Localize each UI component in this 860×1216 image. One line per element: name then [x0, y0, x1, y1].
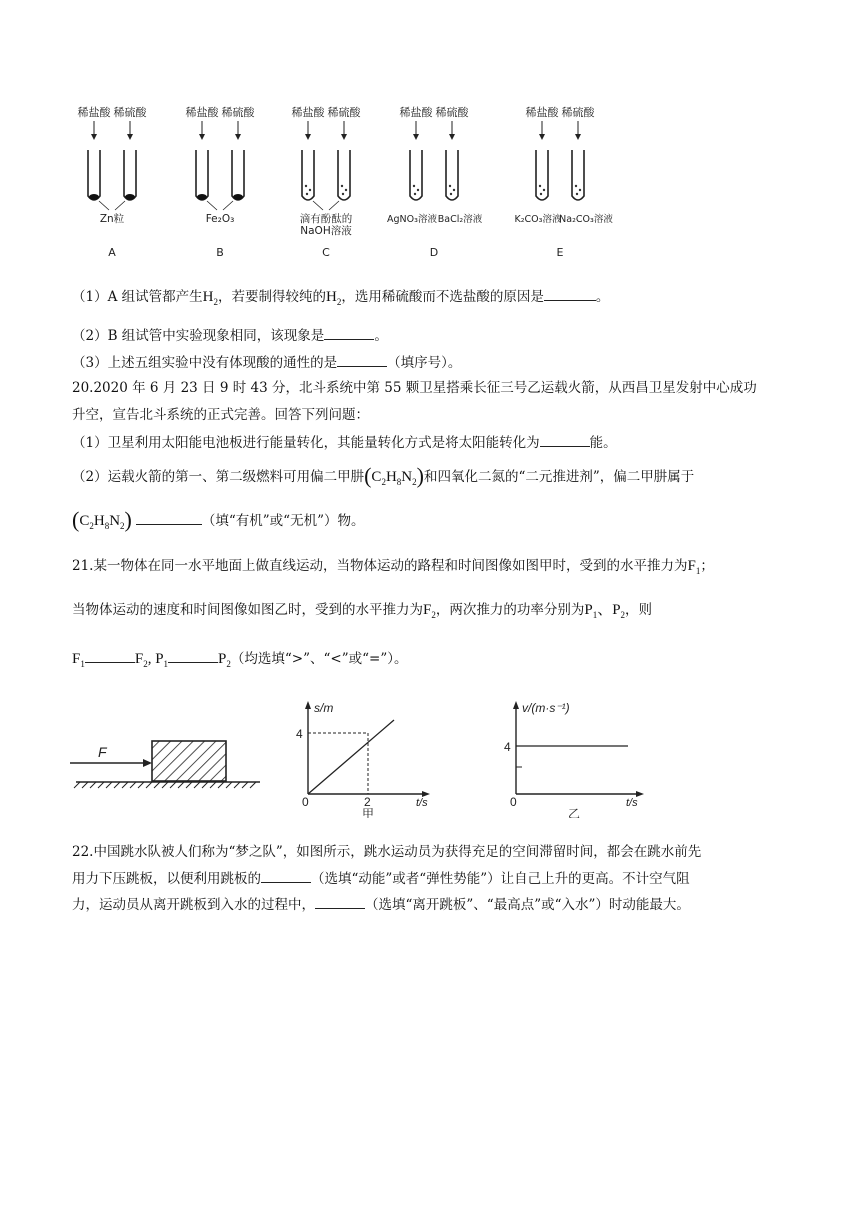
force-label: F	[98, 744, 107, 760]
x-axis-label: t/s	[626, 797, 638, 809]
acid-label-h2so4: 稀硫酸	[221, 106, 255, 119]
test-tube	[232, 150, 244, 200]
x-axis-label: t/s	[416, 797, 428, 809]
acid-label-hcl: 稀盐酸	[185, 106, 219, 119]
liquid-dot	[342, 193, 344, 195]
pointer-line	[115, 201, 125, 210]
answer-blank[interactable]	[540, 432, 590, 447]
q20-part1: （1）卫星利用太阳能电池板进行能量转化，其能量转化方式是将太阳能转化为 能。	[72, 432, 617, 453]
reagent-label: Zn粒	[99, 213, 125, 225]
test-tube	[338, 150, 350, 200]
test-tube-figure	[72, 104, 632, 264]
test-tube	[302, 150, 314, 200]
pointer-line	[207, 201, 217, 210]
liquid-dot	[306, 193, 308, 195]
y-axis-label: s/m	[314, 701, 334, 715]
liquid-dot	[417, 189, 419, 191]
liquid-dot	[539, 185, 541, 187]
answer-blank[interactable]	[315, 894, 365, 909]
answer-blank[interactable]	[85, 648, 135, 663]
q22-line3: 力，运动员从离开跳板到入水的过程中， （选填“离开跳板”、“最高点”或“入水”）时动能最大。	[72, 894, 690, 915]
graph-yi	[496, 698, 656, 818]
acid-label-hcl: 稀盐酸	[525, 106, 559, 119]
liquid-dot	[345, 189, 347, 191]
liquid-dot	[341, 185, 343, 187]
block	[152, 741, 226, 781]
pointer-line	[223, 201, 233, 210]
q20-part2-line1: （2）运载火箭的第一、第二级燃料可用偏二甲肼$(C_2H_8N_2)$和四氧化二氮的“二元推进剂”，偏二甲肼属于	[72, 463, 695, 488]
reagent-label: NaOH溶液	[300, 225, 352, 237]
group-letter: B	[216, 246, 224, 259]
reagent-label-left: AgNO₃溶液	[387, 214, 437, 225]
reagent-solid	[125, 194, 135, 200]
group-letter: A	[108, 246, 116, 259]
acid-label-hcl: 稀盐酸	[291, 106, 325, 119]
answer-blank[interactable]	[261, 868, 311, 883]
answer-blank[interactable]	[136, 510, 202, 525]
pointer-line	[99, 201, 109, 210]
reagent-solid	[197, 194, 207, 200]
liquid-dot	[449, 185, 451, 187]
liquid-dot	[309, 189, 311, 191]
graph-caption: 乙	[568, 807, 581, 818]
liquid-dot	[453, 189, 455, 191]
y-tick-label: 4	[296, 727, 303, 741]
y-tick-label: 4	[504, 740, 511, 754]
q19-part2: （2）B 组试管中实验现象相同，该现象是 。	[72, 325, 388, 346]
liquid-dot	[414, 193, 416, 195]
group-letter: E	[556, 246, 564, 259]
q19-part1: （1）A 组试管都产生$H_2$，若要制得较纯的$H_2$，选用稀硫酸而不选盐酸的原因是 。	[72, 286, 609, 312]
q20-stem-line1: 20.2020 年 6 月 23 日 9 时 43 分，北斗系统中第 55 颗卫星搭乘长征三号乙运载火箭，从西昌卫星发射中心成功	[72, 380, 757, 396]
graph-caption: 甲	[362, 807, 375, 818]
q22-line2: 用力下压跳板，以便利用跳板的 （选填“动能”或者“弹性势能”）让自己上升的更高。不计空气阻	[72, 868, 690, 889]
pointer-line	[313, 201, 323, 210]
test-tube	[124, 150, 136, 200]
reagent-label-left: K₂CO₃溶液	[514, 214, 562, 225]
pointer-line	[329, 201, 339, 210]
liquid-dot	[579, 189, 581, 191]
liquid-dot	[540, 193, 542, 195]
origin-label: 0	[510, 795, 517, 809]
reagent-label-right: BaCl₂溶液	[437, 214, 483, 225]
answer-blank[interactable]	[544, 286, 596, 301]
series-line	[308, 720, 394, 794]
test-tube	[410, 150, 422, 200]
liquid-dot	[450, 193, 452, 195]
q21-line3: $F_1$ $F_2$, $P_1$ $P_2$（均选填“>”、“<”或“=”）。	[72, 648, 407, 674]
answer-blank[interactable]	[168, 648, 218, 663]
q22-line1: 22.中国跳水队被人们称为“梦之队”，如图所示，跳水运动员为获得充足的空间滞留时间，都会在跳水前先	[72, 844, 702, 860]
acid-label-h2so4: 稀硫酸	[113, 106, 147, 119]
liquid-dot	[575, 185, 577, 187]
answer-blank[interactable]	[324, 325, 374, 340]
block-diagram	[68, 730, 268, 800]
q21-line2: 当物体运动的速度和时间图像如图乙时，受到的水平推力为$F_2$，两次推力的功率分别为$P_1$、$P_2$，则	[72, 602, 653, 620]
reagent-solid	[233, 194, 243, 200]
reagent-label-right: Na₂CO₃溶液	[559, 214, 613, 225]
graph-jia	[288, 698, 438, 818]
origin-label: 0	[302, 795, 309, 809]
answer-blank[interactable]	[337, 352, 387, 367]
q20-stem-line2: 升空，宣告北斗系统的正式完善。回答下列问题：	[72, 407, 369, 423]
acid-label-h2so4: 稀硫酸	[435, 106, 469, 119]
acid-label-h2so4: 稀硫酸	[561, 106, 595, 119]
x-tick-label: 2	[364, 795, 371, 809]
q20-part2-line2: $(C_2H_8N_2)$ （填“有机”或“无机”）物。	[72, 507, 365, 532]
acid-label-hcl: 稀盐酸	[77, 106, 111, 119]
q21-line1: 21.某一物体在同一水平地面上做直线运动，当物体运动的路程和时间图像如图甲时，受到的水平推力为$F_1$；	[72, 558, 714, 576]
y-axis-label: v/(m·s⁻¹)	[522, 701, 570, 715]
acid-label-h2so4: 稀硫酸	[327, 106, 361, 119]
reagent-label: Fe₂O₃	[205, 213, 235, 225]
liquid-dot	[576, 193, 578, 195]
test-tube	[88, 150, 100, 200]
test-tube	[536, 150, 548, 200]
test-tube	[446, 150, 458, 200]
liquid-dot	[305, 185, 307, 187]
group-letter: C	[322, 246, 330, 259]
reagent-solid	[89, 194, 99, 200]
test-tube	[196, 150, 208, 200]
liquid-dot	[413, 185, 415, 187]
acid-label-hcl: 稀盐酸	[399, 106, 433, 119]
reagent-label: 滴有酚酞的	[299, 213, 353, 225]
q19-part3: （3）上述五组实验中没有体现酸的通性的是 （填序号）。	[72, 352, 461, 373]
liquid-dot	[543, 189, 545, 191]
group-letter: D	[429, 246, 439, 259]
test-tube	[572, 150, 584, 200]
